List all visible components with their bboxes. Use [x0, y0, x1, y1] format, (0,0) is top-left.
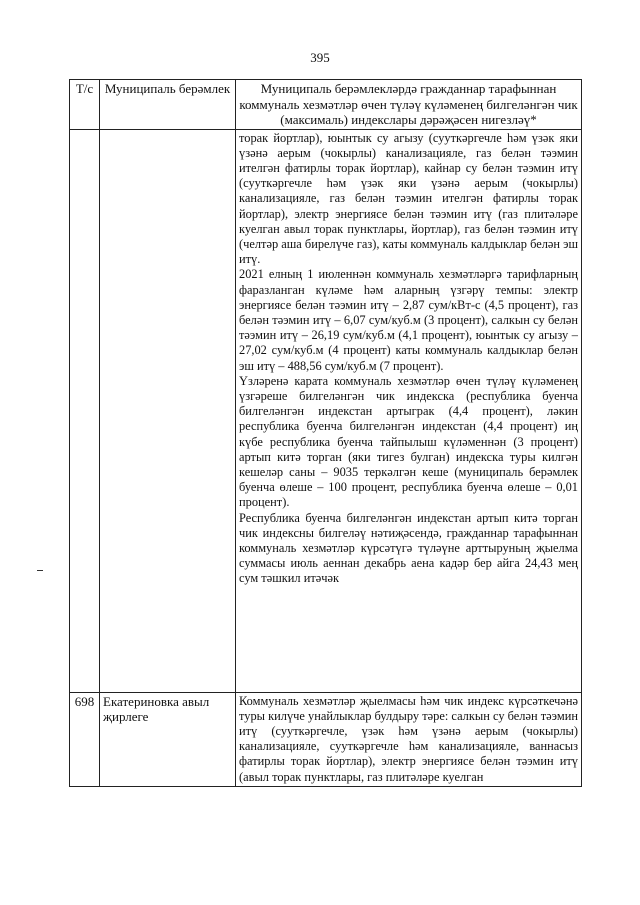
row-municipality: Екатериновка авыл җирлеге: [100, 692, 236, 786]
row-municipality: [100, 129, 236, 692]
header-justification: Муниципаль берәмлекләрдә гражданнар тарафыннан коммуналь хезмәтләр өчен түләү күләменең билгеләнгән чик (максималь) индекслары дәрәҗәсен нигезләү*: [236, 80, 582, 130]
paragraph: Үзләренә карата коммуналь хезмәтләр өчен түләү күләменең үзгәреше билгеләнгән чик индекска (республика буенча билгеләнгән индекстан артыграк (4,4 процент), ләкин республика буенча билгеләнгән индекстан (4,4 процент) иң күбе республика буенча тайпылыш күләменнән (3 процент) артып китә торган (яки тигез булган) индекска туры килгән кешеләр саны – 9035 теркәлгән кеше (муниципаль берәмлек буенча өлеше – 100 процент, республика буенча өлеше – 0,01 процент).: [239, 373, 578, 510]
row-justification: [236, 129, 582, 692]
paragraph: Коммуналь хезмәтләр җыелмасы һәм чик индекс күрсәткечәнә туры килүче унайлыклар булдыру тәре: салкын су белән тәэмин итү (сууткәргечле, үзәк һәм үзәнә аерым (чокырлы) канализацияле, сууткәргечле һәм канализацияле, ваннасыз фатирлы торак йортлар), электр энергиясе белән тәэмин итү (авыл торак пунктлары, газ плитәләре куелган: [239, 693, 578, 784]
row-justification: [236, 692, 582, 786]
paragraph: 2021 елның 1 июленнән коммуналь хезмәтләргә тарифларның фаразланган күләме һәм аларның үзгәрү темпы: электр энергиясе белән тәэмин итү – 2,87 сум/кВт-с (4,5 процент), газ белән тәэмин итү – 6,07 сум/куб.м (3 процент), салкын су белән тәэмин итү – 26,19 сум/куб.м (4,1 процент), юынтык су агызу – 27,02 сум/куб.м (4 процент) каты коммуналь калдыклар белән эш итү – 488,56 сум/куб.м (7 процент).: [239, 267, 578, 373]
page-number: 395: [310, 50, 330, 65]
table-row: [70, 129, 582, 692]
paragraph: Республика буенча билгеләнгән индекстан артып китә торган чик индексны билгеләү нәтиҗәсендә, гражданнар тарафыннан коммуналь хезмәтләр күрсәтүгә түләүне арттыруның җыелма суммасы июль аеннан декабрь аена кадәр бер айга 24,43 мең сум тәшкил итәчәк: [239, 510, 578, 586]
paragraph: торак йортлар), юынтык су агызу (сууткәргечле һәм үзәк яки үзәнә аерым (чокырлы) канализацияле, газ белән тәэмин ителгән фатирлы торак йортлар), кайнар су белән тәэмин итү (сууткәргечле һәм үзәк яки үзәнә аерым (чокырлы) канализацияле, газ белән тәэмин ителгән фатирлы торак йортлар), электр энергиясе белән тәэмин итү (газ плитәләре куелган авыл торак пунктлары, йортлар), газ белән тәэмин итү (челтәр аша бирелүче газ), каты коммуналь калдыклар белән эш итү.: [239, 130, 578, 267]
header-number: Т/с: [70, 80, 100, 130]
header-municipality: Муниципаль берәмлек: [100, 80, 236, 130]
row-number: [70, 129, 100, 692]
table-header-row: [70, 80, 582, 130]
row-number: 698: [70, 692, 100, 786]
table-row: [70, 692, 582, 786]
tariff-table: [69, 79, 582, 787]
margin-mark: [37, 570, 43, 571]
